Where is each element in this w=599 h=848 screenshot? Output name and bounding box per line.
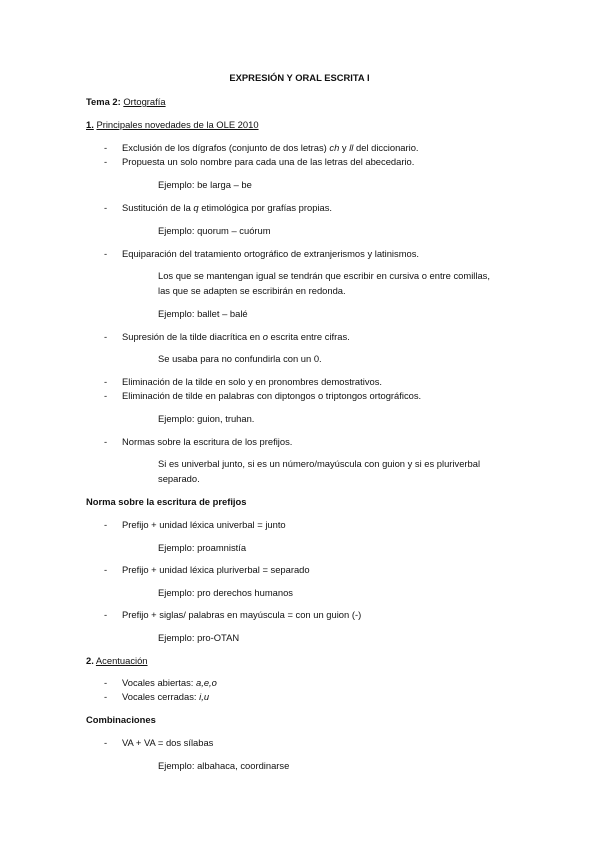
text-segment: del diccionario. bbox=[353, 142, 419, 153]
bullet-dash: - bbox=[104, 142, 108, 153]
list-item-text: Eliminación de la tilde en solo y en pronombres demostrativos. bbox=[122, 376, 383, 387]
paragraph-line: Si es univerbal junto, si es un número/mayúscula con guion y si es pluriverbal bbox=[158, 458, 481, 469]
example-line: Ejemplo: pro derechos humanos bbox=[158, 587, 293, 598]
topic-heading bbox=[86, 96, 166, 107]
list-item-text: Prefijo + siglas/ palabras en mayúscula = con un guion (-) bbox=[122, 609, 362, 620]
bullet-dash: - bbox=[104, 609, 108, 620]
text-segment: Supresión de la tilde diacrítica en bbox=[122, 331, 263, 342]
example-line: Ejemplo: guion, truhan. bbox=[158, 413, 255, 424]
text-segment: Vocales cerradas: bbox=[122, 691, 200, 702]
bullet-dash: - bbox=[104, 248, 108, 259]
paragraph-line: las que se adapten se escribirán en redonda. bbox=[158, 285, 346, 296]
text-italic: i,u bbox=[199, 691, 210, 702]
text-segment: Sustitución de la bbox=[122, 202, 194, 213]
example-line: Ejemplo: pro-OTAN bbox=[158, 632, 240, 643]
example-line: Ejemplo: be larga – be bbox=[158, 179, 252, 190]
text-italic: ll bbox=[349, 142, 354, 153]
bullet-dash: - bbox=[104, 677, 108, 688]
list-item-text: VA + VA = dos sílabas bbox=[122, 737, 214, 748]
topic-name: Ortografía bbox=[123, 96, 166, 107]
section-1-heading bbox=[86, 119, 259, 130]
text-italic: a,e,o bbox=[196, 677, 217, 688]
list-item-text: Prefijo + unidad léxica univerbal = junto bbox=[122, 519, 286, 530]
list-item-text: Normas sobre la escritura de los prefijos. bbox=[122, 436, 293, 447]
paragraph-line: Los que se mantengan igual se tendrán que escribir en cursiva o entre comillas, bbox=[158, 270, 490, 281]
bullet-dash: - bbox=[104, 564, 108, 575]
bullet-dash: - bbox=[104, 156, 108, 167]
bullet-dash: - bbox=[104, 737, 108, 748]
section-1-title: Principales novedades de la OLE 2010 bbox=[96, 119, 259, 130]
paragraph-line: separado. bbox=[158, 473, 200, 484]
text-italic: ch bbox=[329, 142, 340, 153]
list-item-text bbox=[122, 677, 217, 688]
document-title: EXPRESIÓN Y ORAL ESCRITA I bbox=[229, 72, 370, 83]
list-item-text bbox=[122, 202, 332, 213]
text-segment: Exclusión de los dígrafos (conjunto de dos letras) bbox=[122, 142, 330, 153]
section-2-heading bbox=[86, 655, 148, 666]
prefixes-heading: Norma sobre la escritura de prefijos bbox=[86, 496, 247, 507]
list-item-text: Equiparación del tratamiento ortográfico de extranjerismos y latinismos. bbox=[122, 248, 420, 259]
text-italic: o bbox=[262, 331, 268, 342]
list-item-text bbox=[122, 691, 209, 702]
paragraph-line: Se usaba para no confundirla con un 0. bbox=[158, 353, 322, 364]
bullet-dash: - bbox=[104, 202, 108, 213]
list-item-text: Propuesta un solo nombre para cada una de las letras del abecedario. bbox=[122, 156, 415, 167]
text-segment: escrita entre cifras. bbox=[267, 331, 350, 342]
section-2-title: Acentuación bbox=[95, 655, 148, 666]
text-segment: etimológica por grafías propias. bbox=[198, 202, 333, 213]
bullet-dash: - bbox=[104, 436, 108, 447]
bullet-dash: - bbox=[104, 376, 108, 387]
bullet-dash: - bbox=[104, 390, 108, 401]
example-line: Ejemplo: ballet – balé bbox=[158, 308, 248, 319]
section-2-number: 2. bbox=[86, 655, 94, 666]
bullet-dash: - bbox=[104, 691, 108, 702]
bullet-dash: - bbox=[104, 519, 108, 530]
combinations-heading: Combinaciones bbox=[86, 714, 156, 725]
list-item-text bbox=[122, 331, 350, 342]
text-segment: y bbox=[339, 142, 350, 153]
example-line: Ejemplo: proamnistía bbox=[158, 542, 247, 553]
text-segment: Vocales abiertas: bbox=[122, 677, 197, 688]
bullet-dash: - bbox=[104, 331, 108, 342]
example-line: Ejemplo: albahaca, coordinarse bbox=[158, 760, 290, 771]
text-italic: q bbox=[193, 202, 199, 213]
list-item-text: Eliminación de tilde en palabras con diptongos o triptongos ortográficos. bbox=[122, 390, 422, 401]
list-item-text bbox=[122, 142, 419, 153]
list-item-text: Prefijo + unidad léxica pluriverbal = separado bbox=[122, 564, 310, 575]
section-1-number: 1. bbox=[86, 119, 94, 130]
example-line: Ejemplo: quorum – cuórum bbox=[158, 225, 271, 236]
topic-label: Tema 2: bbox=[86, 96, 121, 107]
